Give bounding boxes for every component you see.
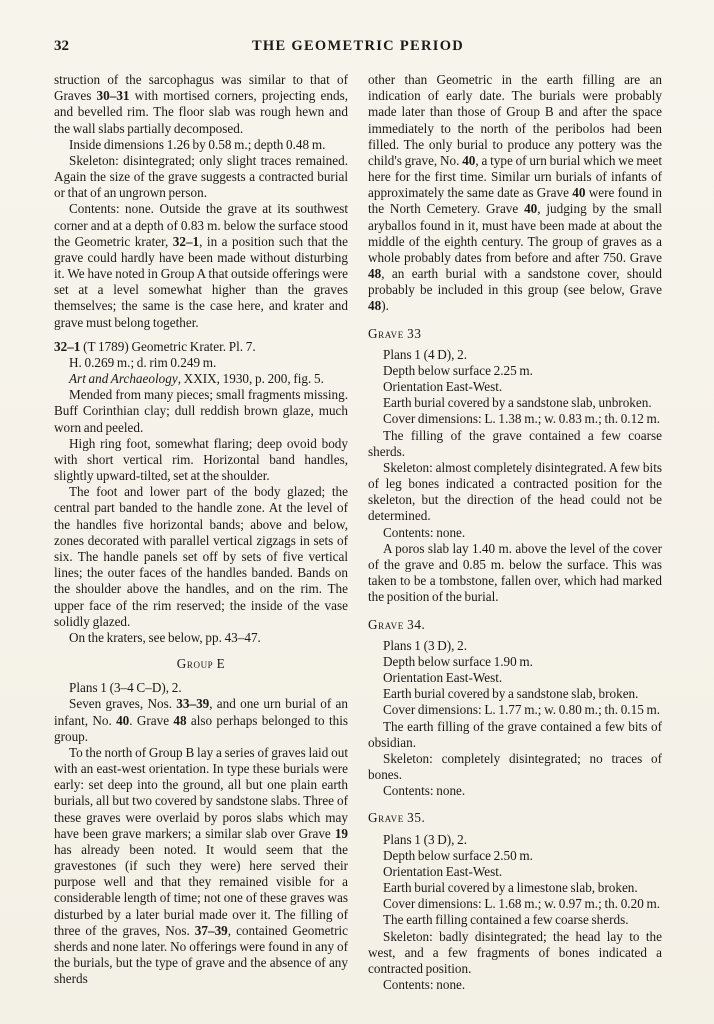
paragraph: Orientation East-West. <box>383 863 503 879</box>
paragraph: Orientation East-West. <box>383 379 503 395</box>
text-columns <box>54 72 662 993</box>
paragraph: The earth filling of the grave contained a few bits of obsidian. <box>368 718 662 750</box>
bibliography-line: Art and Archaeology, XXIX, 1930, p. 200, fig. 5. <box>69 371 324 387</box>
paragraph: Seven graves, Nos. 33–39, and one urn burial of an infant, No. 40. Grave 48 also perhaps belonged to this group. <box>54 696 348 744</box>
paragraph: A poros slab lay 1.40 m. above the level of the cover of the grave and 0.85 m. below the surface. This was taken to be a tombstone, fallen over, which had marked the position of the burial. <box>368 540 662 605</box>
section-heading-group-e: Group E <box>176 656 226 672</box>
paragraph: Inside dimensions 1.26 by 0.58 m.; depth 0.48 m. <box>69 136 326 152</box>
paragraph: Skeleton: completely disintegrated; no traces of bones. <box>368 750 662 783</box>
paragraph: The earth filling contained a few coarse sherds. <box>383 912 629 928</box>
paragraph: Plans 1 (3 D), 2. <box>383 637 468 653</box>
right-column <box>368 72 662 993</box>
paragraph: High ring foot, somewhat flaring; deep ovoid body with short vertical rim. Horizontal band handles, slightly upward-tilted, set at the shoulder. <box>54 435 348 484</box>
paragraph: struction of the sarcophagus was similar to that of Graves 30–31 with mortised corners, projecting ends, and bevelled rim. The floor slab was rough hewn and the wall slabs partially decomposed. <box>54 72 349 136</box>
paragraph: Earth burial covered by a sandstone slab, broken. <box>383 686 639 702</box>
paragraph: The filling of the grave contained a few coarse sherds. <box>368 427 662 459</box>
paragraph: Depth below surface 1.90 m. <box>383 653 533 669</box>
running-head: THE GEOMETRIC PERIOD <box>251 38 465 54</box>
paragraph: Earth burial covered by a sandstone slab, unbroken. <box>383 395 652 411</box>
paragraph: H. 0.269 m.; d. rim 0.249 m. <box>69 354 217 370</box>
grave-35-heading: Grave 35. <box>368 810 426 826</box>
paragraph: Earth burial covered by a limestone slab, broken. <box>383 880 638 896</box>
paragraph: Contents: none. <box>383 783 466 799</box>
page-header <box>54 38 662 60</box>
paragraph: Depth below surface 2.25 m. <box>383 362 533 378</box>
paragraph: Orientation East-West. <box>383 670 503 686</box>
paragraph: Contents: none. <box>383 977 466 993</box>
grave-34-heading: Grave 34. <box>368 616 426 632</box>
left-column <box>54 72 348 993</box>
paragraph: Plans 1 (3 D), 2. <box>383 831 468 847</box>
paragraph: The foot and lower part of the body glazed; the central part banded to the handle zone. At the level of the handles five horizontal bands; above and below, zones decorated with parallel vertical zigzags in sets of six. The handle panels set off by sets of five vertical lines; the outer faces of the handles banded. Bands on the shoulder above the handles, and on the rim. The upper face of the rim reserved; the inside of the vase solidly glazed. <box>54 484 348 629</box>
paragraph: other than Geometric in the earth filling are an indication of early date. The burials were probably made later than those of Group B and after the space immediately to the north of the peribolos had been filled. The only burial to produce any pottery was the child's grave, No. 40, a type of urn burial which we meet here for the first time. Similar urn burials of infants of approximately the same date as Grave 40 were found in the North Cemetery. Grave 40, judging by the small aryballos found in it, must have been made at about the middle of the eighth century. The group of graves as a whole probably dates from before and after 750. Grave 48, an earth burial with a sandstone cover, should probably be included in this group (see below, Grave 48). <box>368 72 662 314</box>
catalog-entry-32-1: 32–1 (T 1789) Geometric Krater. Pl. 7. <box>54 338 256 354</box>
paragraph: Skeleton: badly disintegrated; the head lay to the west, and a few fragments of bones indicated a contracted position. <box>368 928 662 976</box>
paragraph: Plans 1 (3–4 C–D), 2. <box>69 680 182 696</box>
paragraph: Skeleton: disintegrated; only slight traces remained. Again the size of the grave suggests a contracted burial or that of an ungrown person. <box>54 152 348 201</box>
page-number: 32 <box>54 38 69 54</box>
grave-33-heading: Grave 33 <box>368 325 422 341</box>
paragraph: Contents: none. Outside the grave at its southwest corner and at a depth of 0.83 m. below the surface stood the Geometric krater, 32–1, in a position such that the grave could hardly have been made without disturbing it. We have noted in Group A that outside offerings were set at a level somewhat higher than the graves themselves; the same is the case here, and krater and grave must belong together. <box>54 201 349 330</box>
paragraph: Mended from many pieces; small fragments missing. Buff Corinthian clay; dull reddish brown glaze, much worn and peeled. <box>54 387 348 435</box>
paragraph: On the kraters, see below, pp. 43–47. <box>69 629 261 645</box>
paragraph: Plans 1 (4 D), 2. <box>383 346 468 362</box>
paragraph: Depth below surface 2.50 m. <box>383 847 533 863</box>
paragraph: Contents: none. <box>383 524 466 540</box>
paragraph: Cover dimensions: L. 1.38 m.; w. 0.83 m.; th. 0.12 m. <box>383 411 661 427</box>
paragraph: To the north of Group B lay a series of graves laid out with an east-west orientation. In type these burials were early: set deep into the ground, all but one plain earth burials, all but two covered by sandstone slabs. Three of these graves were overlaid by poros slabs which may have been grave markers; a similar slab over Grave 19 has already been noted. It would seem that the gravestones (if such they were) here served their purpose well and that they remained visible for a considerable length of time; not one of these graves was disturbed by a later burial made over it. The filling of three of the graves, Nos. 37–39, contained Geometric sherds and none later. No offerings were found in any of the burials, but the type of grave and the absence of any sherds <box>54 744 349 987</box>
paragraph: Cover dimensions: L. 1.68 m.; w. 0.97 m.; th. 0.20 m. <box>383 896 661 912</box>
paragraph: Cover dimensions: L. 1.77 m.; w. 0.80 m.; th. 0.15 m. <box>383 702 661 718</box>
paragraph: Skeleton: almost completely disintegrated. A few bits of leg bones indicated a contracted position for the skeleton, but the direction of the head could not be determined. <box>368 459 662 524</box>
